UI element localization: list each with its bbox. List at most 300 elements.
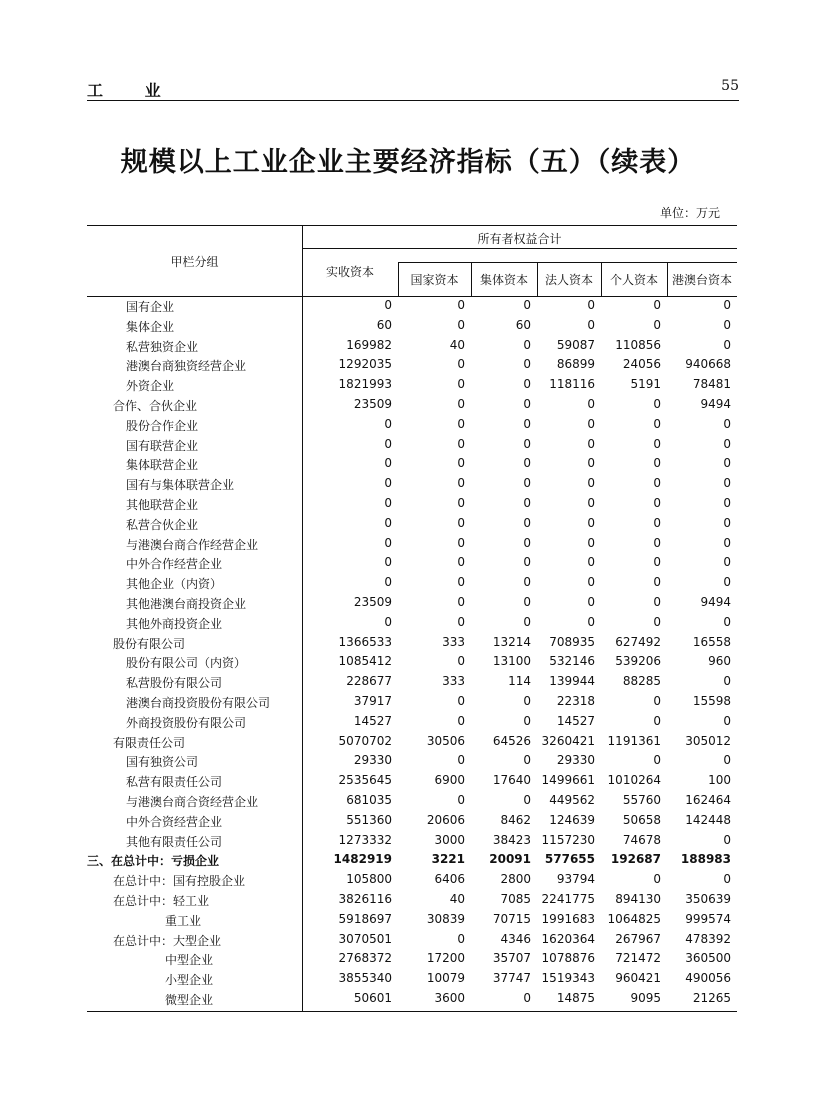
table-body: [87, 296, 737, 1009]
cell-value: 0: [457, 515, 465, 530]
cell-value: 0: [723, 416, 731, 431]
cell-value: 1010264: [607, 773, 661, 788]
cell-value: 0: [653, 416, 661, 431]
table-row: [87, 811, 737, 831]
cell-value: 0: [587, 535, 595, 550]
row-label: 国有企业: [126, 300, 175, 314]
table-row: [87, 692, 737, 712]
row-label: 外资企业: [126, 379, 175, 394]
section-name: 工 业: [87, 81, 179, 100]
sub-rule: [398, 262, 737, 263]
table-row: [87, 672, 737, 692]
col-state-capital: 国家资本: [410, 273, 459, 287]
cell-value: 0: [523, 495, 531, 510]
cell-value: 2800: [500, 872, 531, 887]
cell-value: 74678: [622, 832, 661, 847]
cell-value: 1085412: [338, 654, 392, 669]
cell-value: 142448: [685, 812, 731, 827]
table-row: [87, 712, 737, 732]
cell-value: 0: [653, 614, 661, 629]
cell-value: 0: [457, 753, 465, 768]
row-label: 在总计中：轻工业: [113, 893, 210, 908]
row-label: 其他联营企业: [126, 497, 199, 512]
cell-value: 93794: [556, 872, 595, 887]
cell-value: 0: [384, 495, 392, 510]
cell-value: 0: [457, 555, 465, 570]
cell-value: 0: [384, 456, 392, 471]
cell-value: 162464: [685, 792, 731, 807]
table-row: [87, 316, 737, 336]
cell-value: 0: [723, 535, 731, 550]
cell-value: 960: [708, 654, 731, 669]
cell-value: 627492: [615, 634, 661, 649]
cell-value: 100: [708, 773, 731, 788]
cell-value: 0: [523, 614, 531, 629]
cell-value: 1157230: [541, 832, 595, 847]
cell-value: 1078876: [541, 951, 595, 966]
row-label: 国有独资公司: [126, 755, 199, 770]
row-label: 有限责任公司: [113, 735, 186, 750]
cell-value: 9494: [700, 396, 731, 411]
table-row: [87, 534, 737, 554]
table-row: [87, 435, 737, 455]
cell-value: 0: [523, 693, 531, 708]
table-row: [87, 930, 737, 950]
cell-value: 960421: [615, 971, 661, 986]
cell-value: 1482919: [333, 852, 392, 867]
cell-value: 13214: [492, 634, 531, 649]
cell-value: 21265: [692, 990, 731, 1005]
row-label: 其他外商投资企业: [126, 616, 223, 631]
cell-value: 0: [653, 753, 661, 768]
cell-value: 38423: [492, 832, 531, 847]
cell-value: 0: [653, 515, 661, 530]
cell-value: 0: [457, 357, 465, 372]
cell-value: 894130: [615, 891, 661, 906]
cell-value: 0: [653, 456, 661, 471]
row-label: 集体联营企业: [126, 458, 199, 473]
row-label: 中外合作经营企业: [126, 557, 223, 572]
row-label: 在总计中：国有控股企业: [113, 874, 246, 889]
cell-value: 7085: [500, 891, 531, 906]
cell-value: 0: [523, 377, 531, 392]
cell-value: 0: [384, 614, 392, 629]
cell-value: 532146: [549, 654, 595, 669]
row-label: 与港澳台商合资经营企业: [126, 794, 259, 809]
col-hmt-capital: 港澳台资本: [671, 273, 732, 287]
cell-value: 0: [523, 456, 531, 471]
cell-value: 8462: [500, 812, 531, 827]
table-bottom-rule: [87, 1011, 737, 1012]
cell-value: 0: [523, 416, 531, 431]
cell-value: 0: [653, 713, 661, 728]
cell-value: 0: [457, 298, 465, 312]
table-row: [87, 890, 737, 910]
cell-value: 5070702: [338, 733, 392, 748]
cell-value: 1191361: [607, 733, 661, 748]
cell-value: 0: [723, 436, 731, 451]
cell-value: 169982: [346, 337, 392, 352]
row-label: 外商投资股份有限公司: [126, 715, 247, 730]
cell-value: 0: [723, 872, 731, 887]
cell-value: 0: [384, 575, 392, 590]
cell-value: 2768372: [338, 951, 392, 966]
table-row: [87, 553, 737, 573]
cell-value: 0: [587, 396, 595, 411]
cell-value: 333: [442, 674, 465, 689]
cell-value: 30839: [426, 911, 465, 926]
cell-value: 449562: [549, 792, 595, 807]
cell-value: 35707: [492, 951, 531, 966]
cell-value: 118116: [549, 377, 595, 392]
cell-value: 6900: [434, 773, 465, 788]
cell-value: 0: [523, 594, 531, 609]
cell-value: 0: [587, 555, 595, 570]
cell-value: 0: [723, 495, 731, 510]
cell-value: 681035: [346, 792, 392, 807]
cell-value: 1292035: [338, 357, 392, 372]
cell-value: 0: [457, 594, 465, 609]
table-row: [87, 633, 737, 653]
cell-value: 0: [653, 535, 661, 550]
cell-value: 50601: [353, 990, 392, 1005]
cell-value: 1821993: [338, 377, 392, 392]
cell-value: 124639: [549, 812, 595, 827]
cell-value: 0: [653, 298, 661, 312]
table-row: [87, 355, 737, 375]
cell-value: 60: [515, 317, 531, 332]
cell-value: 1366533: [338, 634, 392, 649]
row-label: 集体企业: [126, 319, 175, 334]
cell-value: 0: [653, 476, 661, 491]
cell-value: 0: [523, 515, 531, 530]
cell-value: 0: [457, 535, 465, 550]
cell-value: 60: [376, 317, 392, 332]
table-row: [87, 336, 737, 356]
cell-value: 360500: [685, 951, 731, 966]
table-row: [87, 395, 737, 415]
cell-value: 17200: [426, 951, 465, 966]
cell-value: 55760: [622, 792, 661, 807]
cell-value: 0: [523, 357, 531, 372]
cell-value: 70715: [492, 911, 531, 926]
row-label: 合作、合伙企业: [113, 398, 198, 413]
cell-value: 29330: [556, 753, 595, 768]
row-label: 国有联营企业: [126, 438, 199, 453]
cell-value: 0: [653, 317, 661, 332]
page-title: 规模以上工业企业主要经济指标（五）（续表）: [120, 147, 696, 178]
cell-value: 5191: [630, 377, 661, 392]
table-row: [87, 771, 737, 791]
cell-value: 9095: [630, 990, 661, 1005]
cell-value: 0: [523, 476, 531, 491]
cell-value: 1991683: [541, 911, 595, 926]
cell-value: 17640: [492, 773, 531, 788]
cell-value: 0: [653, 436, 661, 451]
cell-value: 0: [723, 317, 731, 332]
row-label: 港澳台商独资经营企业: [126, 359, 247, 374]
cell-value: 0: [457, 317, 465, 332]
cell-value: 0: [523, 753, 531, 768]
cell-value: 478392: [685, 931, 731, 946]
cell-value: 37917: [353, 693, 392, 708]
cell-value: 350639: [685, 891, 731, 906]
cell-value: 0: [523, 575, 531, 590]
group-rule: [302, 248, 737, 249]
cell-value: 2241775: [541, 891, 595, 906]
cell-value: 1064825: [607, 911, 661, 926]
cell-value: 0: [723, 674, 731, 689]
cell-value: 305012: [685, 733, 731, 748]
row-label: 私营独资企业: [126, 339, 199, 354]
cell-value: 78481: [692, 377, 731, 392]
cell-value: 0: [587, 317, 595, 332]
stub-header: 甲栏分组: [170, 255, 219, 269]
table-row: [87, 454, 737, 474]
cell-value: 23509: [353, 594, 392, 609]
cell-value: 0: [457, 713, 465, 728]
cell-value: 105800: [346, 872, 392, 887]
cell-value: 0: [653, 594, 661, 609]
cell-value: 88285: [622, 674, 661, 689]
table-header: [87, 225, 737, 297]
cell-value: 0: [587, 575, 595, 590]
row-label: 港澳台商投资股份有限公司: [126, 695, 271, 710]
cell-value: 228677: [346, 674, 392, 689]
table-row: [87, 751, 737, 771]
table-row: [87, 732, 737, 752]
cell-value: 9494: [700, 594, 731, 609]
cell-value: 0: [653, 575, 661, 590]
cell-value: 0: [457, 614, 465, 629]
table-row: [87, 415, 737, 435]
cell-value: 0: [384, 416, 392, 431]
cell-value: 0: [457, 654, 465, 669]
cell-value: 539206: [615, 654, 661, 669]
cell-value: 0: [587, 614, 595, 629]
stub-divider-body: [302, 296, 303, 1011]
table-row: [87, 474, 737, 494]
cell-value: 0: [587, 416, 595, 431]
cell-value: 999574: [685, 911, 731, 926]
cell-value: 0: [384, 476, 392, 491]
cell-value: 15598: [692, 693, 731, 708]
cell-value: 0: [723, 337, 731, 352]
cell-value: 333: [442, 634, 465, 649]
cell-value: 6406: [434, 872, 465, 887]
cell-value: 0: [653, 495, 661, 510]
cell-value: 0: [723, 713, 731, 728]
running-header: [87, 78, 739, 100]
cell-value: 40: [449, 337, 465, 352]
row-label: 私营有限责任公司: [126, 775, 223, 790]
table-row: [87, 613, 737, 633]
cell-value: 0: [723, 753, 731, 768]
cell-value: 0: [587, 298, 595, 312]
col-individual-capital: 个人资本: [609, 273, 658, 287]
cell-value: 14527: [353, 713, 392, 728]
cell-value: 192687: [610, 852, 661, 867]
cell-value: 0: [723, 515, 731, 530]
cell-value: 0: [457, 436, 465, 451]
cell-value: 0: [653, 555, 661, 570]
cell-value: 0: [587, 456, 595, 471]
cell-value: 0: [457, 416, 465, 431]
table-row: [87, 989, 737, 1009]
cell-value: 721472: [615, 951, 661, 966]
cell-value: 0: [587, 476, 595, 491]
cell-value: 0: [384, 555, 392, 570]
table-row: [87, 593, 737, 613]
table-row: [87, 652, 737, 672]
cell-value: 0: [457, 931, 465, 946]
cell-value: 59087: [556, 337, 595, 352]
table-row: [87, 831, 737, 851]
col-collective-capital: 集体资本: [479, 273, 528, 287]
row-label: 中外合资经营企业: [126, 814, 223, 829]
cell-value: 0: [457, 693, 465, 708]
cell-value: 0: [723, 298, 731, 312]
row-label: 私营股份有限公司: [126, 676, 223, 691]
unit-label: 单位：万元: [659, 206, 720, 220]
cell-value: 22318: [556, 693, 595, 708]
cell-value: 0: [523, 535, 531, 550]
cell-value: 2535645: [338, 773, 392, 788]
cell-value: 30506: [426, 733, 465, 748]
cell-value: 490056: [685, 971, 731, 986]
cell-value: 0: [523, 792, 531, 807]
cell-value: 0: [653, 396, 661, 411]
cell-value: 0: [587, 594, 595, 609]
cell-value: 20091: [489, 852, 531, 867]
col-paid-in: 实收资本: [325, 265, 374, 279]
table-row: [87, 514, 737, 534]
cell-value: 37747: [492, 971, 531, 986]
cell-value: 551360: [346, 812, 392, 827]
cell-value: 3600: [434, 990, 465, 1005]
row-label: 三、在总计中：亏损企业: [87, 854, 220, 869]
table-row: [87, 791, 737, 811]
row-label: 与港澳台商合作经营企业: [126, 537, 259, 552]
cell-value: 13100: [492, 654, 531, 669]
row-label: 中型企业: [165, 953, 214, 968]
cell-value: 0: [587, 436, 595, 451]
cell-value: 0: [523, 990, 531, 1005]
cell-value: 1273332: [338, 832, 392, 847]
cell-value: 3260421: [541, 733, 595, 748]
cell-value: 577655: [544, 852, 595, 867]
cell-value: 0: [523, 298, 531, 312]
cell-value: 0: [457, 575, 465, 590]
row-label: 股份有限公司（内资）: [126, 656, 247, 671]
header-rule: [87, 100, 739, 101]
cell-value: 139944: [549, 674, 595, 689]
row-label: 在总计中：大型企业: [113, 933, 222, 948]
table-row: [87, 296, 737, 316]
cell-value: 0: [457, 456, 465, 471]
cell-value: 14527: [556, 713, 595, 728]
cell-value: 24056: [622, 357, 661, 372]
cell-value: 0: [384, 298, 392, 312]
table-row: [87, 910, 737, 930]
row-label: 其他港澳台商投资企业: [126, 596, 247, 611]
cell-value: 0: [723, 476, 731, 491]
cell-value: 0: [723, 456, 731, 471]
cell-value: 940668: [685, 357, 731, 372]
cell-value: 0: [523, 713, 531, 728]
table-row: [87, 494, 737, 514]
row-label: 小型企业: [165, 973, 214, 988]
cell-value: 0: [523, 396, 531, 411]
cell-value: 0: [587, 495, 595, 510]
cell-value: 40: [449, 891, 465, 906]
cell-value: 16558: [692, 634, 731, 649]
cell-value: 110856: [615, 337, 661, 352]
cell-value: 5918697: [338, 911, 392, 926]
row-label: 股份合作企业: [126, 418, 199, 433]
cell-value: 0: [723, 832, 731, 847]
cell-value: 64526: [492, 733, 531, 748]
cell-value: 114: [508, 674, 531, 689]
cell-value: 0: [723, 575, 731, 590]
row-label: 其他有限责任公司: [126, 834, 223, 849]
cell-value: 188983: [680, 852, 731, 867]
cell-value: 1499661: [541, 773, 595, 788]
cell-value: 50658: [622, 812, 661, 827]
table-row: [87, 850, 737, 870]
cell-value: 0: [523, 337, 531, 352]
cell-value: 29330: [353, 753, 392, 768]
cell-value: 0: [587, 515, 595, 530]
table-row: [87, 969, 737, 989]
table-row: [87, 375, 737, 395]
cell-value: 23509: [353, 396, 392, 411]
cell-value: 0: [384, 515, 392, 530]
cell-value: 3221: [431, 852, 465, 867]
cell-value: 14875: [556, 990, 595, 1005]
cell-value: 0: [457, 396, 465, 411]
cell-value: 0: [457, 792, 465, 807]
row-label: 股份有限公司: [113, 636, 186, 651]
cell-value: 10079: [426, 971, 465, 986]
row-label: 国有与集体联营企业: [126, 478, 235, 493]
cell-value: 0: [723, 555, 731, 570]
row-label: 私营合伙企业: [126, 517, 199, 532]
table-row: [87, 573, 737, 593]
table-row: [87, 949, 737, 969]
cell-value: 1519343: [541, 971, 595, 986]
cell-value: 3070501: [338, 931, 392, 946]
cell-value: 0: [457, 495, 465, 510]
cell-value: 267967: [615, 931, 661, 946]
row-label: 重工业: [165, 913, 202, 928]
cell-value: 0: [523, 555, 531, 570]
cell-value: 0: [653, 872, 661, 887]
row-label: 其他企业（内资）: [126, 577, 223, 592]
cell-value: 3855340: [338, 971, 392, 986]
cell-value: 4346: [500, 931, 531, 946]
group-header: 所有者权益合计: [477, 232, 562, 246]
cell-value: 0: [457, 476, 465, 491]
page-number: 55: [721, 78, 739, 94]
cell-value: 0: [653, 693, 661, 708]
table-row: [87, 870, 737, 890]
cell-value: 3826116: [338, 891, 392, 906]
cell-value: 86899: [556, 357, 595, 372]
cell-value: 0: [523, 436, 531, 451]
cell-value: 0: [723, 614, 731, 629]
cell-value: 1620364: [541, 931, 595, 946]
